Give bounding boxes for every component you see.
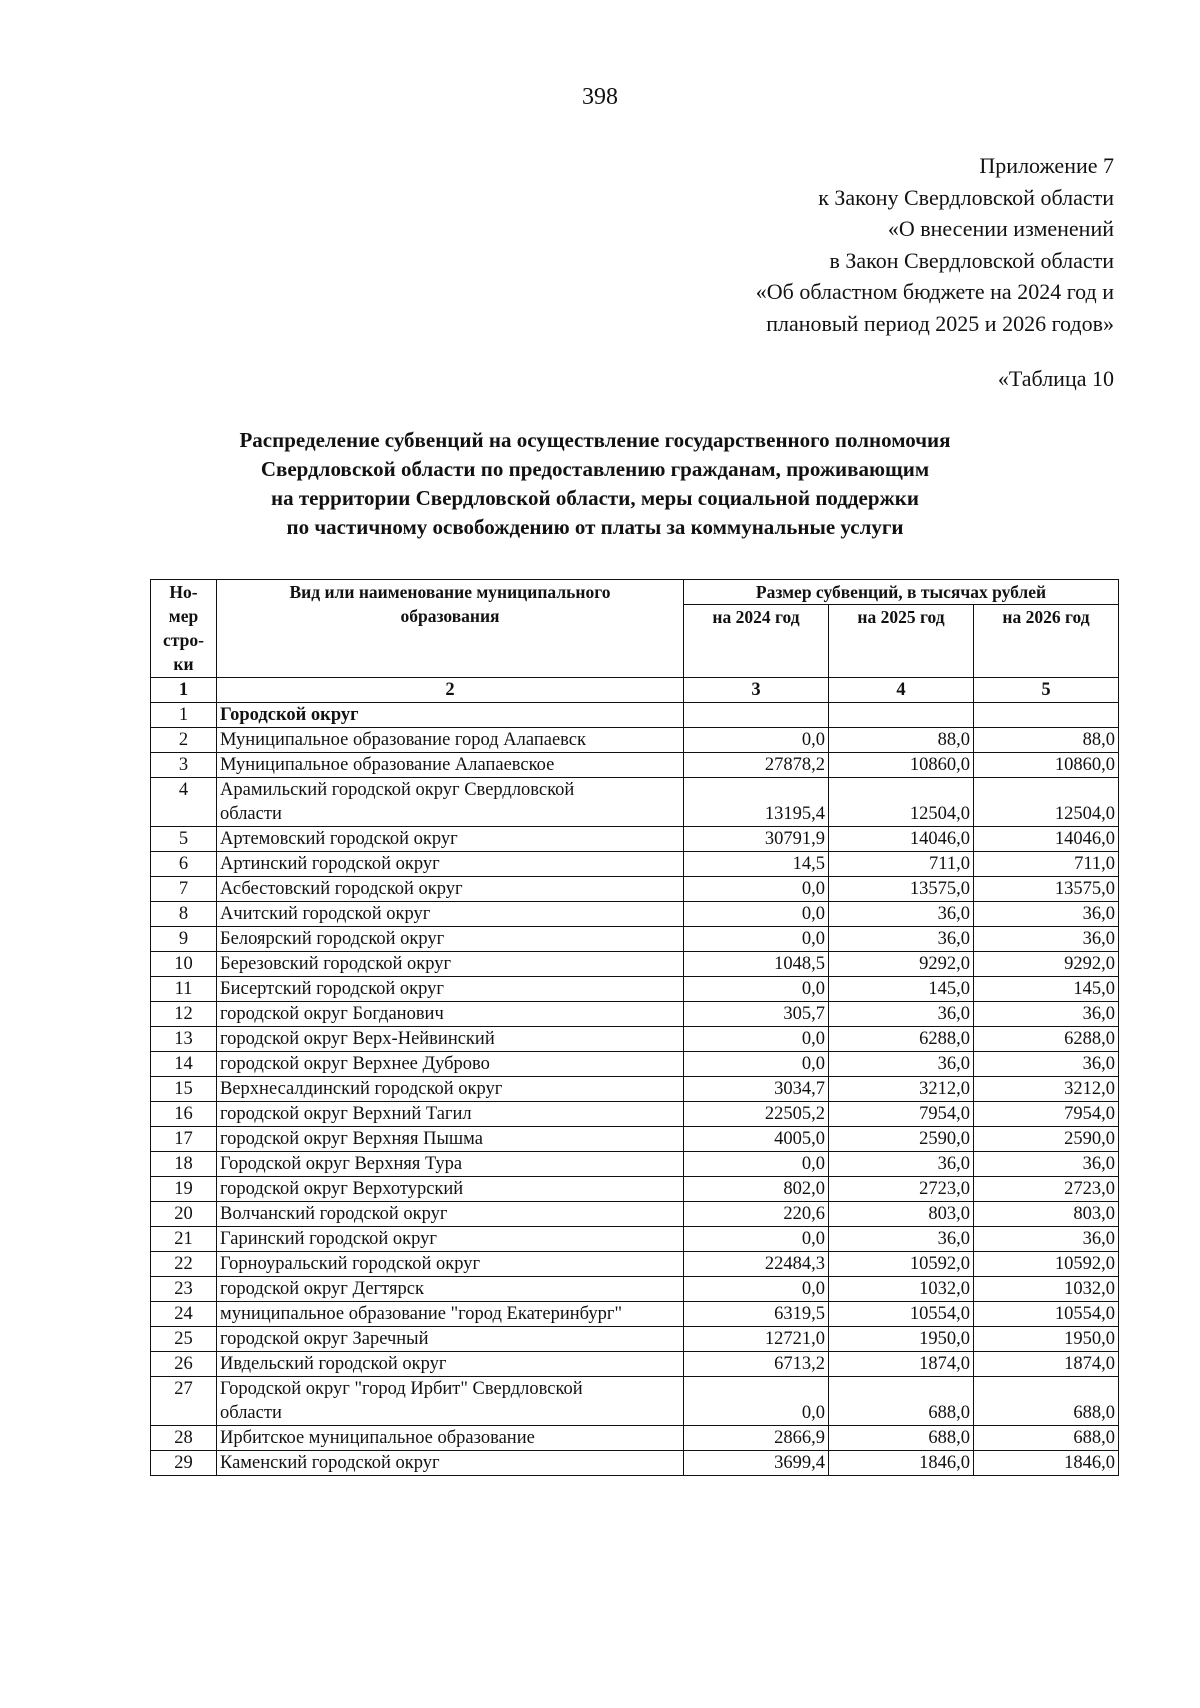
value-2025: 13575,0 bbox=[829, 877, 974, 902]
municipality-name bbox=[217, 1202, 684, 1227]
value-2026: 10554,0 bbox=[974, 1302, 1119, 1327]
value-2025: 803,0 bbox=[829, 1202, 974, 1227]
value-2026: 3212,0 bbox=[974, 1077, 1119, 1102]
value-2025: 36,0 bbox=[829, 927, 974, 952]
municipality-name-line: Муниципальное образование город Алапаевск bbox=[220, 730, 586, 750]
municipality-name-line: Белоярский городской округ bbox=[220, 929, 445, 949]
table-row bbox=[151, 877, 1119, 902]
row-number: 25 bbox=[151, 1327, 217, 1352]
municipality-name bbox=[217, 877, 684, 902]
value-2026: 7954,0 bbox=[974, 1102, 1119, 1127]
value-2024: 4005,0 bbox=[684, 1127, 829, 1152]
value-2025: 688,0 bbox=[829, 1426, 974, 1451]
header-2026: на 2026 год bbox=[974, 605, 1119, 678]
header-name bbox=[217, 580, 684, 678]
value-2024: 3034,7 bbox=[684, 1077, 829, 1102]
value-2026: 36,0 bbox=[974, 902, 1119, 927]
municipality-name bbox=[217, 827, 684, 852]
municipality-name-line: Артемовский городской округ bbox=[220, 829, 458, 849]
value-2025: 36,0 bbox=[829, 1227, 974, 1252]
title-line: по частичному освобождению от платы за коммунальные услуги bbox=[286, 515, 904, 539]
municipality-name bbox=[217, 1277, 684, 1302]
value-2026: 9292,0 bbox=[974, 952, 1119, 977]
header-amount-group: Размер субвенций, в тысячах рублей bbox=[684, 580, 1119, 605]
value-2025: 36,0 bbox=[829, 1052, 974, 1077]
row-number: 8 bbox=[151, 902, 217, 927]
value-2026: 10860,0 bbox=[974, 753, 1119, 778]
row-number: 22 bbox=[151, 1252, 217, 1277]
value-2026: 2723,0 bbox=[974, 1177, 1119, 1202]
table-label: «Таблица 10 bbox=[997, 366, 1114, 391]
value-2024: 0,0 bbox=[684, 1377, 829, 1426]
municipality-name bbox=[217, 852, 684, 877]
value-2024 bbox=[684, 703, 829, 728]
table-row bbox=[151, 952, 1119, 977]
value-2024: 305,7 bbox=[684, 1002, 829, 1027]
municipality-name-line: Верхнесалдинский городской округ bbox=[220, 1079, 503, 1099]
document-title bbox=[150, 426, 1040, 542]
row-number: 7 bbox=[151, 877, 217, 902]
municipality-name-line: Каменский городской округ bbox=[220, 1453, 440, 1473]
municipality-name-line: городской округ Верхняя Пышма bbox=[220, 1129, 483, 1149]
header-text: стро- bbox=[163, 630, 204, 650]
table-row bbox=[151, 1052, 1119, 1077]
table-row bbox=[151, 927, 1119, 952]
column-number: 2 bbox=[217, 678, 684, 703]
value-2024: 22484,3 bbox=[684, 1252, 829, 1277]
municipality-name bbox=[217, 753, 684, 778]
municipality-name bbox=[217, 1252, 684, 1277]
value-2024: 0,0 bbox=[684, 977, 829, 1002]
appendix-line: Приложение 7 bbox=[979, 153, 1114, 178]
appendix-line: в Закон Свердловской области bbox=[829, 247, 1114, 273]
municipality-name bbox=[217, 1002, 684, 1027]
table-row bbox=[151, 778, 1119, 827]
table-row bbox=[151, 1102, 1119, 1127]
table-row bbox=[151, 1377, 1119, 1426]
row-number: 14 bbox=[151, 1052, 217, 1077]
municipality-name-line: Ивдельский городской округ bbox=[220, 1354, 447, 1374]
value-2025: 145,0 bbox=[829, 977, 974, 1002]
value-2026: 1846,0 bbox=[974, 1451, 1119, 1476]
value-2025: 6288,0 bbox=[829, 1027, 974, 1052]
appendix-line: «О внесении изменений bbox=[887, 216, 1114, 241]
appendix-line: плановый период 2025 и 2026 годов» bbox=[766, 310, 1114, 336]
municipality-name-line: Бисертский городской округ bbox=[220, 979, 444, 999]
table-row bbox=[151, 852, 1119, 877]
value-2026: 2590,0 bbox=[974, 1127, 1119, 1152]
value-2025: 2723,0 bbox=[829, 1177, 974, 1202]
municipality-name-line: Волчанский городской округ bbox=[220, 1204, 448, 1224]
row-number: 21 bbox=[151, 1227, 217, 1252]
appendix-line: к Закону Свердловской области bbox=[818, 184, 1114, 210]
value-2026: 13575,0 bbox=[974, 877, 1119, 902]
row-number: 13 bbox=[151, 1027, 217, 1052]
municipality-name bbox=[217, 1152, 684, 1177]
table-row bbox=[151, 1252, 1119, 1277]
municipality-name bbox=[217, 1077, 684, 1102]
municipality-name-line: Муниципальное образование Алапаевское bbox=[220, 755, 555, 775]
value-2024: 13195,4 bbox=[684, 778, 829, 827]
municipality-name-line: Арамильский городской округ Свердловской bbox=[220, 780, 575, 800]
value-2025: 1874,0 bbox=[829, 1352, 974, 1377]
table-body bbox=[151, 703, 1119, 1476]
value-2026: 1874,0 bbox=[974, 1352, 1119, 1377]
value-2024: 14,5 bbox=[684, 852, 829, 877]
appendix-block bbox=[756, 150, 1114, 339]
table-row bbox=[151, 1227, 1119, 1252]
municipality-name bbox=[217, 1426, 684, 1451]
row-number: 16 bbox=[151, 1102, 217, 1127]
table-row bbox=[151, 1302, 1119, 1327]
table-row bbox=[151, 1426, 1119, 1451]
value-2026: 1032,0 bbox=[974, 1277, 1119, 1302]
value-2026: 711,0 bbox=[974, 852, 1119, 877]
value-2026: 1950,0 bbox=[974, 1327, 1119, 1352]
value-2025: 36,0 bbox=[829, 1002, 974, 1027]
value-2026: 36,0 bbox=[974, 1152, 1119, 1177]
header-text: Вид или наименование муниципального bbox=[289, 582, 611, 602]
municipality-name-line: Городской округ "город Ирбит" Свердловской bbox=[220, 1379, 583, 1399]
table-row bbox=[151, 1327, 1119, 1352]
table-row bbox=[151, 1077, 1119, 1102]
municipality-name-line: городской округ Дегтярск bbox=[220, 1279, 424, 1299]
value-2024: 3699,4 bbox=[684, 1451, 829, 1476]
value-2025: 3212,0 bbox=[829, 1077, 974, 1102]
municipality-name bbox=[217, 1352, 684, 1377]
table-row bbox=[151, 902, 1119, 927]
value-2025: 711,0 bbox=[829, 852, 974, 877]
municipality-name-line: Березовский городской округ bbox=[220, 954, 452, 974]
column-number: 4 bbox=[829, 678, 974, 703]
header-text: Но- bbox=[169, 582, 198, 602]
value-2024: 220,6 bbox=[684, 1202, 829, 1227]
value-2024: 6713,2 bbox=[684, 1352, 829, 1377]
appendix-line: «Об областном бюджете на 2024 год и bbox=[755, 279, 1114, 304]
column-number: 1 bbox=[151, 678, 217, 703]
value-2024: 6319,5 bbox=[684, 1302, 829, 1327]
value-2024: 0,0 bbox=[684, 1227, 829, 1252]
value-2025: 2590,0 bbox=[829, 1127, 974, 1152]
row-number: 5 bbox=[151, 827, 217, 852]
value-2024: 30791,9 bbox=[684, 827, 829, 852]
table-row bbox=[151, 1451, 1119, 1476]
row-number: 2 bbox=[151, 728, 217, 753]
column-number: 5 bbox=[974, 678, 1119, 703]
value-2026: 688,0 bbox=[974, 1377, 1119, 1426]
value-2024: 0,0 bbox=[684, 877, 829, 902]
municipality-name-line: городской округ Верхний Тагил bbox=[220, 1104, 472, 1124]
row-number: 3 bbox=[151, 753, 217, 778]
table-row bbox=[151, 1352, 1119, 1377]
row-number: 19 bbox=[151, 1177, 217, 1202]
municipality-name bbox=[217, 1327, 684, 1352]
value-2024: 0,0 bbox=[684, 927, 829, 952]
table-row bbox=[151, 1202, 1119, 1227]
municipality-name-line: Асбестовский городской округ bbox=[220, 879, 463, 899]
municipality-name bbox=[217, 1127, 684, 1152]
row-number: 17 bbox=[151, 1127, 217, 1152]
row-number: 9 bbox=[151, 927, 217, 952]
municipality-name bbox=[217, 927, 684, 952]
header-2025: на 2025 год bbox=[829, 605, 974, 678]
municipality-name bbox=[217, 1302, 684, 1327]
value-2026: 36,0 bbox=[974, 1002, 1119, 1027]
table-row bbox=[151, 1277, 1119, 1302]
table-row bbox=[151, 827, 1119, 852]
row-number: 24 bbox=[151, 1302, 217, 1327]
header-text: образования bbox=[400, 606, 500, 626]
row-number: 29 bbox=[151, 1451, 217, 1476]
municipality-name-line: Городской округ bbox=[220, 705, 359, 725]
table-row bbox=[151, 728, 1119, 753]
value-2025: 10554,0 bbox=[829, 1302, 974, 1327]
value-2024: 0,0 bbox=[684, 1027, 829, 1052]
municipality-name-line: городской округ Верхотурский bbox=[220, 1179, 464, 1199]
header-row bbox=[151, 580, 1119, 605]
header-2024: на 2024 год bbox=[684, 605, 829, 678]
row-number: 6 bbox=[151, 852, 217, 877]
municipality-name bbox=[217, 1227, 684, 1252]
table-row bbox=[151, 1027, 1119, 1052]
value-2024: 0,0 bbox=[684, 1052, 829, 1077]
municipality-name bbox=[217, 1377, 684, 1426]
title-line: на территории Свердловской области, меры социальной поддержки bbox=[271, 486, 919, 510]
municipality-name-line: области bbox=[220, 1403, 282, 1423]
municipality-name-line: городской округ Верхнее Дуброво bbox=[220, 1054, 490, 1074]
municipality-name bbox=[217, 952, 684, 977]
value-2026: 6288,0 bbox=[974, 1027, 1119, 1052]
municipality-name-line: Горноуральский городской округ bbox=[220, 1254, 481, 1274]
header-text: мер bbox=[168, 606, 199, 626]
subventions-table bbox=[150, 579, 1119, 1476]
table-row bbox=[151, 977, 1119, 1002]
municipality-name bbox=[217, 1451, 684, 1476]
value-2024: 0,0 bbox=[684, 728, 829, 753]
value-2024: 27878,2 bbox=[684, 753, 829, 778]
value-2025: 9292,0 bbox=[829, 952, 974, 977]
title-line: Распределение субвенций на осуществление государственного полномочия bbox=[239, 428, 951, 452]
table-row bbox=[151, 753, 1119, 778]
value-2026: 36,0 bbox=[974, 1227, 1119, 1252]
value-2025: 1032,0 bbox=[829, 1277, 974, 1302]
municipality-name bbox=[217, 1027, 684, 1052]
value-2025: 688,0 bbox=[829, 1377, 974, 1426]
table-row bbox=[151, 1177, 1119, 1202]
row-number: 26 bbox=[151, 1352, 217, 1377]
value-2026 bbox=[974, 703, 1119, 728]
row-number: 10 bbox=[151, 952, 217, 977]
municipality-name-line: городской округ Богданович bbox=[220, 1004, 444, 1024]
column-number-row bbox=[151, 678, 1119, 703]
value-2024: 0,0 bbox=[684, 1152, 829, 1177]
municipality-name-line: Гаринский городской округ bbox=[220, 1229, 437, 1249]
municipality-name-line: Артинский городской округ bbox=[220, 854, 440, 874]
value-2025: 12504,0 bbox=[829, 778, 974, 827]
value-2024: 22505,2 bbox=[684, 1102, 829, 1127]
value-2025: 10860,0 bbox=[829, 753, 974, 778]
row-number: 12 bbox=[151, 1002, 217, 1027]
value-2026: 88,0 bbox=[974, 728, 1119, 753]
table-row bbox=[151, 1002, 1119, 1027]
value-2025: 10592,0 bbox=[829, 1252, 974, 1277]
value-2024: 802,0 bbox=[684, 1177, 829, 1202]
table-row bbox=[151, 703, 1119, 728]
value-2026: 36,0 bbox=[974, 1052, 1119, 1077]
table-row bbox=[151, 1152, 1119, 1177]
municipality-name-line: городской округ Заречный bbox=[220, 1329, 429, 1349]
municipality-name bbox=[217, 1102, 684, 1127]
value-2026: 803,0 bbox=[974, 1202, 1119, 1227]
municipality-name bbox=[217, 1052, 684, 1077]
row-number: 27 bbox=[151, 1377, 217, 1426]
value-2024: 1048,5 bbox=[684, 952, 829, 977]
row-number: 20 bbox=[151, 1202, 217, 1227]
value-2025: 36,0 bbox=[829, 1152, 974, 1177]
municipality-name-line: Ирбитское муниципальное образование bbox=[220, 1428, 535, 1448]
municipality-name-line: области bbox=[220, 804, 282, 824]
value-2024: 12721,0 bbox=[684, 1327, 829, 1352]
value-2024: 0,0 bbox=[684, 902, 829, 927]
row-number: 4 bbox=[151, 778, 217, 827]
value-2026: 10592,0 bbox=[974, 1252, 1119, 1277]
value-2025: 88,0 bbox=[829, 728, 974, 753]
row-number: 23 bbox=[151, 1277, 217, 1302]
page-number: 398 bbox=[582, 84, 618, 110]
header-row-number bbox=[151, 580, 217, 678]
value-2024: 0,0 bbox=[684, 1277, 829, 1302]
table-row bbox=[151, 1127, 1119, 1152]
value-2026: 145,0 bbox=[974, 977, 1119, 1002]
row-number: 11 bbox=[151, 977, 217, 1002]
header-text: ки bbox=[173, 654, 194, 674]
row-number: 15 bbox=[151, 1077, 217, 1102]
title-line: Свердловской области по предоставлению гражданам, проживающим bbox=[260, 457, 930, 481]
municipality-name-line: Городской округ Верхняя Тура bbox=[220, 1154, 463, 1174]
municipality-name-line: Ачитский городской округ bbox=[220, 904, 431, 924]
municipality-name bbox=[217, 902, 684, 927]
value-2026: 12504,0 bbox=[974, 778, 1119, 827]
municipality-name bbox=[217, 703, 684, 728]
value-2026: 36,0 bbox=[974, 927, 1119, 952]
municipality-name bbox=[217, 1177, 684, 1202]
column-number: 3 bbox=[684, 678, 829, 703]
municipality-name bbox=[217, 778, 684, 827]
value-2025 bbox=[829, 703, 974, 728]
value-2026: 688,0 bbox=[974, 1426, 1119, 1451]
value-2025: 14046,0 bbox=[829, 827, 974, 852]
row-number: 18 bbox=[151, 1152, 217, 1177]
municipality-name-line: муниципальное образование "город Екатеринбург" bbox=[220, 1304, 622, 1324]
value-2025: 7954,0 bbox=[829, 1102, 974, 1127]
row-number: 1 bbox=[151, 703, 217, 728]
row-number: 28 bbox=[151, 1426, 217, 1451]
value-2025: 1950,0 bbox=[829, 1327, 974, 1352]
municipality-name-line: городской округ Верх-Нейвинский bbox=[220, 1029, 495, 1049]
value-2025: 1846,0 bbox=[829, 1451, 974, 1476]
municipality-name bbox=[217, 977, 684, 1002]
value-2024: 2866,9 bbox=[684, 1426, 829, 1451]
value-2026: 14046,0 bbox=[974, 827, 1119, 852]
value-2025: 36,0 bbox=[829, 902, 974, 927]
municipality-name bbox=[217, 728, 684, 753]
